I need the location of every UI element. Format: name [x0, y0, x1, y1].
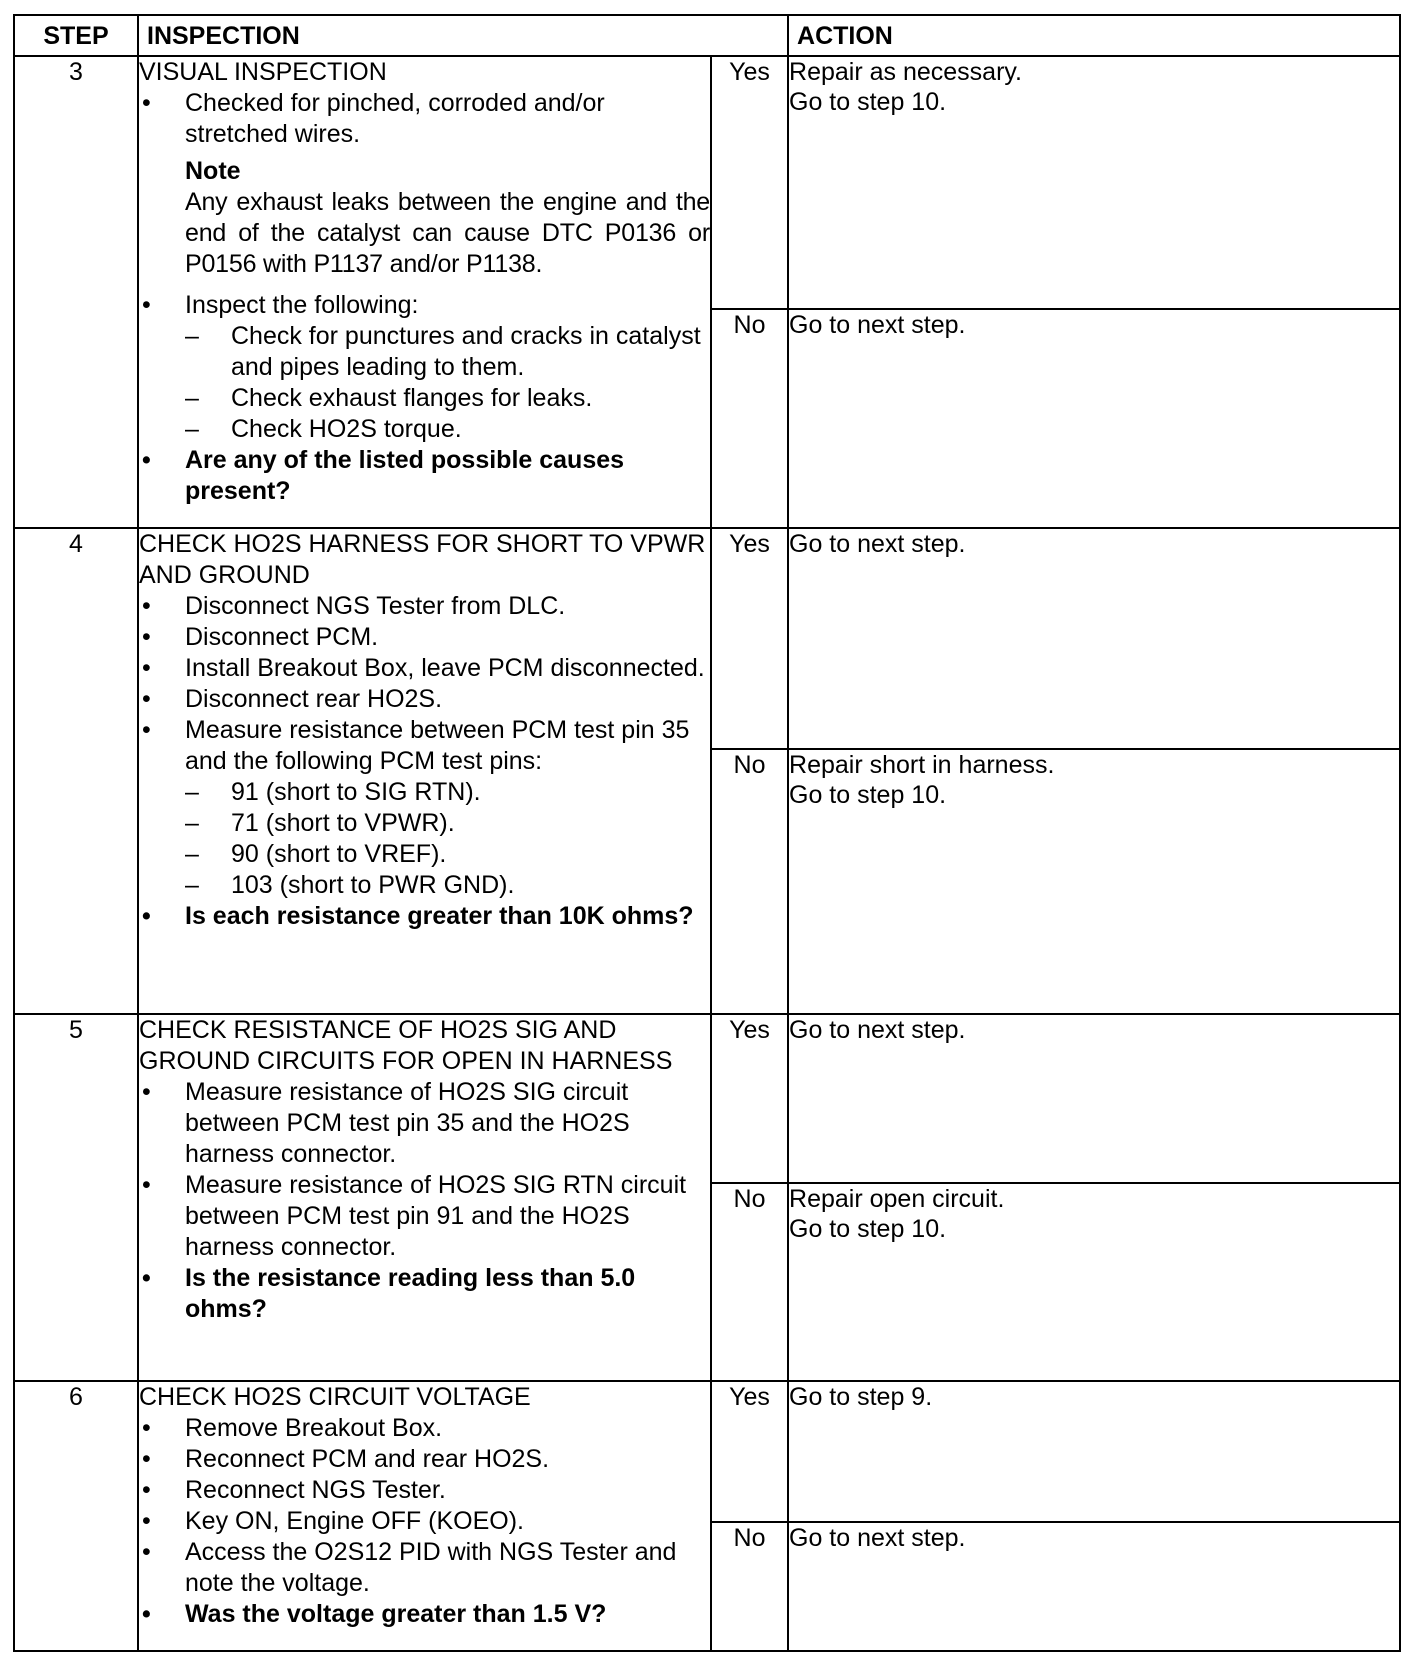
bullet-item: • Key ON, Engine OFF (KOEO).	[139, 1506, 710, 1537]
step-number: 4	[14, 528, 138, 1014]
header-step: STEP	[14, 15, 138, 56]
step-title: CHECK HO2S HARNESS FOR SHORT TO VPWR AND GROUND	[139, 529, 706, 589]
bullet-item: • Access the O2S12 PID with NGS Tester and note the voltage.	[139, 1537, 710, 1599]
step-title: CHECK RESISTANCE OF HO2S SIG AND GROUND CIRCUITS FOR OPEN IN HARNESS	[139, 1015, 673, 1075]
header-inspection: INSPECTION	[138, 15, 788, 56]
step-title: CHECK HO2S CIRCUIT VOLTAGE	[139, 1383, 531, 1412]
question-text: • Are any of the listed possible causes present?	[139, 445, 710, 507]
bullet-item: • Inspect the following:	[139, 290, 710, 321]
yes-action	[788, 1381, 1400, 1522]
yes-label: Yes	[711, 1381, 788, 1522]
step-number: 3	[14, 56, 138, 528]
inspection-cell	[138, 56, 711, 528]
bullet-item: • Disconnect NGS Tester from DLC.	[139, 591, 710, 622]
question-text: • Was the voltage greater than 1.5 V?	[139, 1599, 710, 1630]
question-text: • Is the resistance reading less than 5.0 ohms?	[139, 1263, 710, 1325]
action-line: Repair as necessary.	[789, 58, 1022, 87]
no-label: No	[711, 749, 788, 1014]
yes-action	[788, 56, 1400, 308]
diagnostic-table	[13, 14, 1401, 1652]
step-title: VISUAL INSPECTION	[139, 58, 387, 87]
bullet-item: • Reconnect PCM and rear HO2S.	[139, 1444, 710, 1475]
yes-label: Yes	[711, 528, 788, 749]
table-row	[14, 528, 1400, 749]
dash-item: – Check for punctures and cracks in catalyst and pipes leading to them.	[185, 321, 710, 383]
action-line: Go to step 10.	[789, 781, 947, 810]
dash-item: – 90 (short to VREF).	[185, 839, 710, 870]
yes-action	[788, 528, 1400, 749]
table-header-row	[14, 15, 1400, 56]
no-action	[788, 309, 1400, 528]
header-action: ACTION	[788, 15, 1400, 56]
bullet-item: • Measure resistance of HO2S SIG RTN circuit between PCM test pin 91 and the HO2S harness connector.	[139, 1170, 710, 1263]
no-label: No	[711, 1183, 788, 1382]
bullet-item: • Remove Breakout Box.	[139, 1413, 710, 1444]
bullet-item: • Disconnect PCM.	[139, 622, 710, 653]
dash-item: – 71 (short to VPWR).	[185, 808, 710, 839]
no-action	[788, 1183, 1400, 1382]
inspection-cell	[138, 528, 711, 1014]
yes-label: Yes	[711, 56, 788, 308]
note-heading: Note	[185, 157, 241, 186]
table-row	[14, 1014, 1400, 1183]
table-row	[14, 56, 1400, 308]
action-line: Go to next step.	[789, 1015, 966, 1044]
bullet-item: • Measure resistance between PCM test pin 35 and the following PCM test pins:	[139, 715, 710, 777]
action-line: Go to step 10.	[789, 1214, 947, 1243]
dash-item: – Check exhaust flanges for leaks.	[185, 383, 710, 414]
action-line: Go to step 10.	[789, 88, 947, 117]
dash-item: – 103 (short to PWR GND).	[185, 870, 710, 901]
bullet-item: • Measure resistance of HO2S SIG circuit between PCM test pin 35 and the HO2S harness connector.	[139, 1077, 710, 1170]
question-text: • Is each resistance greater than 10K ohms?	[139, 901, 710, 932]
yes-label: Yes	[711, 1014, 788, 1183]
action-line: Repair short in harness.	[789, 751, 1055, 780]
diagnostic-page	[13, 14, 1399, 1652]
bullet-item: • Disconnect rear HO2S.	[139, 684, 710, 715]
bullet-item: • Checked for pinched, corroded and/or stretched wires.	[139, 88, 710, 150]
note-text: Any exhaust leaks between the engine and the end of the catalyst can cause DTC P0136 or P0156 with P1137 and/or P1138.	[185, 188, 710, 279]
dash-item: – Check HO2S torque.	[185, 414, 710, 445]
action-line: Repair open circuit.	[789, 1184, 1005, 1213]
table-row	[14, 1381, 1400, 1522]
action-line: Go to next step.	[789, 310, 966, 339]
inspection-cell	[138, 1014, 711, 1381]
step-number: 6	[14, 1381, 138, 1651]
no-label: No	[711, 1522, 788, 1651]
inspection-cell	[138, 1381, 711, 1651]
no-action	[788, 749, 1400, 1014]
action-line: Go to next step.	[789, 1523, 966, 1552]
action-line: Go to next step.	[789, 529, 966, 558]
no-label: No	[711, 309, 788, 528]
no-action	[788, 1522, 1400, 1651]
step-number: 5	[14, 1014, 138, 1381]
bullet-item: • Install Breakout Box, leave PCM disconnected.	[139, 653, 710, 684]
dash-item: – 91 (short to SIG RTN).	[185, 777, 710, 808]
yes-action	[788, 1014, 1400, 1183]
note-box	[185, 156, 710, 280]
action-line: Go to step 9.	[789, 1383, 933, 1412]
bullet-item: • Reconnect NGS Tester.	[139, 1475, 710, 1506]
